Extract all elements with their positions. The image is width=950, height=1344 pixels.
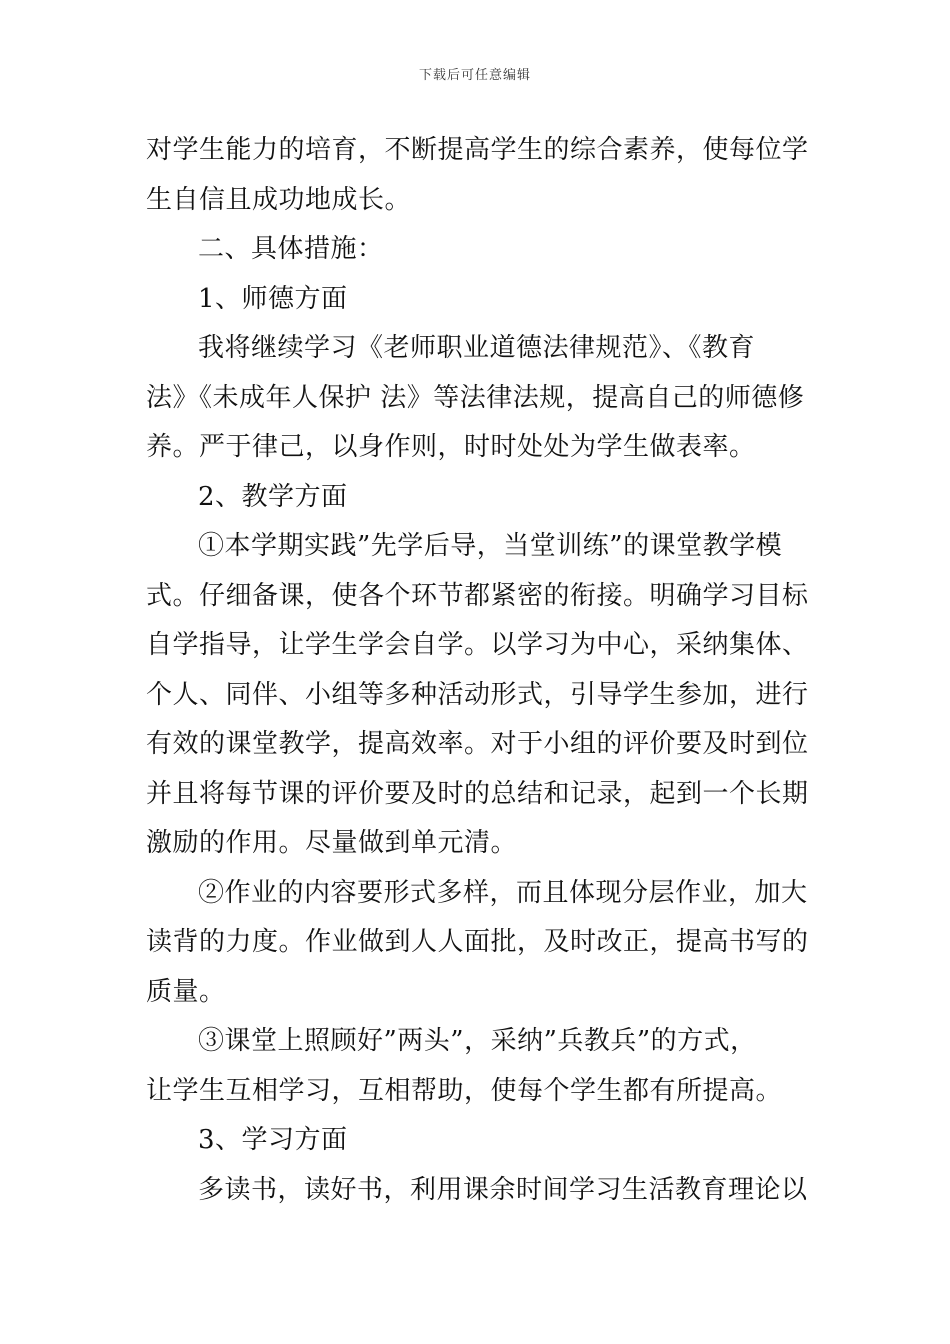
text-line: 激励的作用。尽量做到单元清。 — [146, 828, 518, 858]
text-line: 质量。 — [146, 976, 226, 1007]
text-line: ②作业的内容要形式多样，而且体现分层作业，加大 — [198, 877, 808, 908]
text-line: 法》《未成年人保护 法》等法律法规，提高自己的师德修 — [146, 382, 805, 413]
text-line: 有效的课堂教学，提高效率。对于小组的评价要及时到位 — [146, 729, 809, 759]
text-line: 2、教学方面 — [198, 481, 348, 512]
text-line: 式。仔细备课，使各个环节都紧密的衔接。明确学习目标 — [146, 580, 809, 611]
text-line: 养。严于律己，以身作则，时时处处为学生做表率。 — [146, 432, 756, 462]
text-line: ③课堂上照顾好”两头”，采纳”兵教兵”的方式， — [198, 1026, 757, 1056]
text-line: 让学生互相学习，互相帮助，使每个学生都有所提高。 — [146, 1075, 783, 1106]
text-line: 我将继续学习《老师职业道德法律规范》、《教育 — [198, 333, 756, 363]
text-line: 1、师德方面 — [198, 283, 348, 314]
page-header-note: 下载后可任意编辑 — [418, 68, 531, 83]
text-line: 对学生能力的培育，不断提高学生的综合素养，使每位学 — [146, 135, 809, 165]
text-line: 并且将每节课的评价要及时的总结和记录，起到一个长期 — [146, 778, 809, 809]
text-line: 自学指导，让学生学会自学。以学习为中心，采纳集体、 — [146, 630, 809, 660]
text-line: 读背的力度。作业做到人人面批，及时改正，提高书写的 — [146, 927, 809, 957]
text-line: ①本学期实践”先学后导，当堂训练”的课堂教学模 — [198, 531, 783, 561]
text-line: 个人、同伴、小组等多种活动形式，引导学生参加，进行 — [146, 679, 809, 710]
text-line: 3、学习方面 — [198, 1125, 348, 1155]
document-body — [146, 126, 816, 1215]
text-line: 多读书，读好书，利用课余时间学习生活教育理论以 — [198, 1174, 808, 1205]
text-line: 二、具体措施： — [198, 234, 384, 264]
text-line: 生自信且成功地成长。 — [146, 184, 412, 215]
